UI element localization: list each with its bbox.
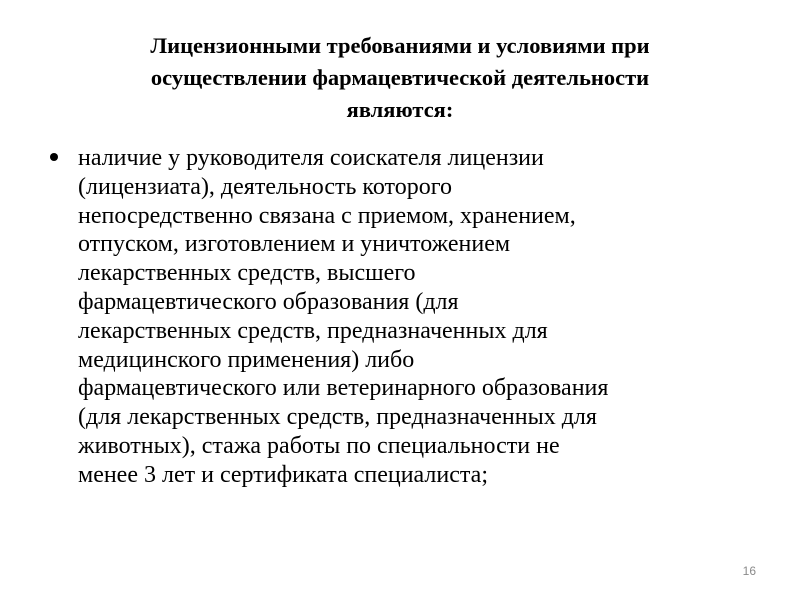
bullet-text-line: фармацевтического или ветеринарного образования xyxy=(78,375,609,402)
bullet-text-line: лекарственных средств, предназначенных для xyxy=(78,317,548,344)
bullet-dot-icon xyxy=(50,153,58,161)
bullet-text-line: лекарственных средств, высшего xyxy=(78,260,416,287)
bullet-text-line: менее 3 лет и сертификата специалиста; xyxy=(78,461,488,488)
title-line: являются: xyxy=(346,97,454,122)
bullet-list xyxy=(46,144,776,490)
slide-title xyxy=(70,30,730,126)
bullet-text-line: фармацевтического образования (для xyxy=(78,288,459,315)
title-line: Лицензионными требованиями и условиями при xyxy=(150,33,650,58)
bullet-text-line: наличие у руководителя соискателя лицензии xyxy=(78,145,544,171)
bullet-text-line: (для лекарственных средств, предназначенных для xyxy=(78,404,597,431)
bullet-text-line: непосредственно связана с приемом, хранением, xyxy=(78,202,576,229)
bullet-item xyxy=(46,144,776,490)
slide-number: 16 xyxy=(742,564,756,578)
bullet-text-line: (лицензиата), деятельность которого xyxy=(78,173,452,200)
bullet-text-line: животных), стажа работы по специальности не xyxy=(78,432,560,459)
bullet-text-line: медицинского применения) либо xyxy=(78,346,415,373)
bullet-text-line: отпуском, изготовлением и уничтожением xyxy=(78,231,511,258)
title-line: осуществлении фармацевтической деятельности xyxy=(150,65,650,90)
